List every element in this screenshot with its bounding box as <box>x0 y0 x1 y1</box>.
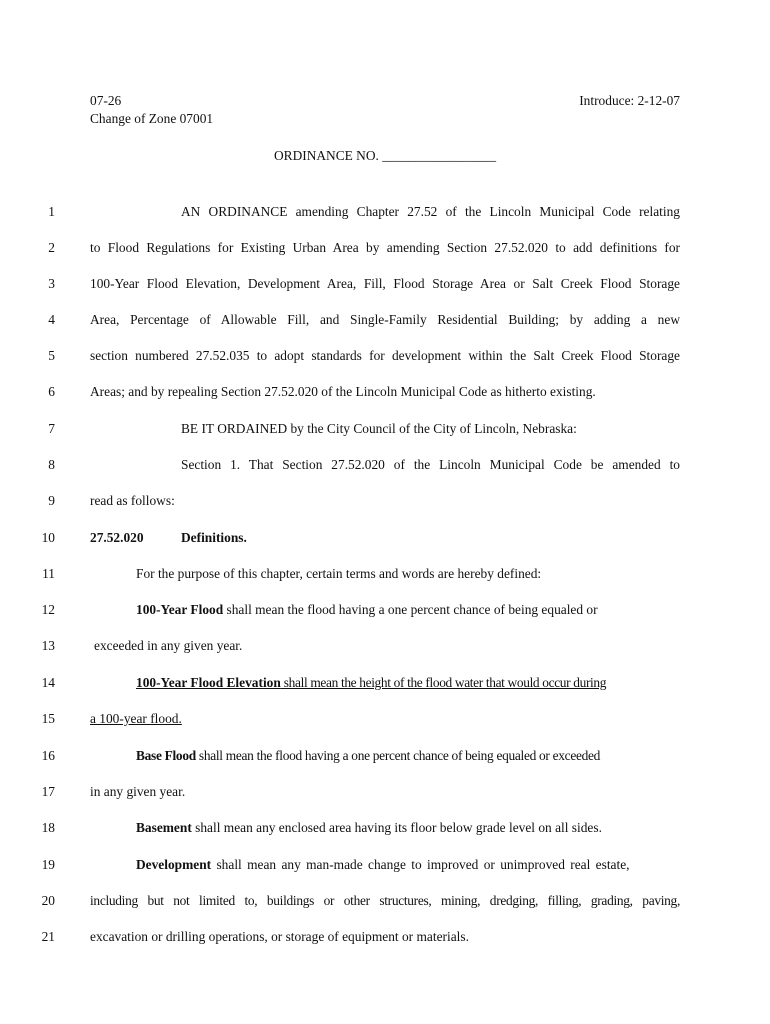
definition-line <box>90 855 680 875</box>
line-number: 19 <box>41 857 55 872</box>
ordinance-line: excavation or drilling operations, or storage of equipment or materials. <box>90 929 469 944</box>
ordinance-line-added: a 100-year flood. <box>90 711 182 726</box>
definition-line <box>90 600 680 620</box>
definition-text: shall mean any man-made change to improved or unimproved real estate, <box>211 857 630 872</box>
ordinance-line: 100-Year Flood Elevation, Development Area, Fill, Flood Storage Area or Salt Creek Flood Storage <box>90 276 680 291</box>
ordinance-code: 07-26 <box>90 93 122 108</box>
ordinance-line: read as follows: <box>90 493 175 508</box>
zone-change: Change of Zone 07001 <box>90 111 214 126</box>
definition-text: shall mean the flood having a one percent chance of being equaled or <box>223 602 598 617</box>
line-number: 4 <box>48 312 55 327</box>
line-number: 12 <box>41 602 55 617</box>
line-number: 7 <box>48 421 55 436</box>
line-number: 5 <box>48 348 55 363</box>
line-number: 8 <box>48 457 55 472</box>
introduced-date: Introduce: 2-12-07 <box>579 93 680 108</box>
ordinance-line: For the purpose of this chapter, certain terms and words are hereby defined: <box>136 566 542 581</box>
line-number: 14 <box>41 675 55 690</box>
ordinance-line: Section 1. That Section 27.52.020 of the Lincoln Municipal Code be amended to <box>181 457 680 472</box>
line-number: 18 <box>41 820 55 835</box>
definition-text: shall mean the height of the flood water that would occur during <box>280 675 607 690</box>
definition-line-added <box>90 673 680 693</box>
ordinance-line: BE IT ORDAINED by the City Council of the City of Lincoln, Nebraska: <box>181 421 577 436</box>
line-number: 9 <box>48 493 55 508</box>
ordinance-line: in any given year. <box>90 784 186 799</box>
line-number: 1 <box>48 204 55 219</box>
ordinance-title: ORDINANCE NO. _________________ <box>273 148 497 163</box>
defined-term: Development <box>136 857 212 872</box>
section-heading <box>90 528 680 548</box>
ordinance-line: Area, Percentage of Allowable Fill, and Single-Family Residential Building; by adding a new <box>90 312 680 327</box>
line-number: 17 <box>41 784 55 799</box>
line-number: 11 <box>42 566 55 581</box>
definition-text: shall mean any enclosed area having its floor below grade level on all sides. <box>191 820 602 835</box>
ordinance-line: exceeded in any given year. <box>94 638 243 653</box>
definition-line <box>90 746 680 766</box>
definition-text: shall mean the flood having a one percent chance of being equaled or exceeded <box>195 748 601 763</box>
definition-line <box>90 818 680 838</box>
section-title: Definitions. <box>181 530 247 545</box>
line-number: 2 <box>48 240 55 255</box>
line-number: 3 <box>48 276 55 291</box>
header-left <box>90 92 213 128</box>
line-number: 13 <box>41 638 55 653</box>
ordinance-line: AN ORDINANCE amending Chapter 27.52 of the Lincoln Municipal Code relating <box>181 204 680 219</box>
line-number: 16 <box>41 748 55 763</box>
defined-term: 100-Year Flood <box>136 602 224 617</box>
line-number: 10 <box>41 530 55 545</box>
ordinance-line: including but not limited to, buildings or other structures, mining, dredging, filling, grading, paving, <box>90 893 680 908</box>
line-number: 20 <box>41 893 55 908</box>
line-number: 21 <box>41 929 55 944</box>
ordinance-line: to Flood Regulations for Existing Urban Area by amending Section 27.52.020 to add definitions for <box>90 240 680 255</box>
line-number: 15 <box>41 711 55 726</box>
defined-term: Base Flood <box>136 748 196 763</box>
defined-term: Basement <box>136 820 192 835</box>
defined-term: 100-Year Flood Elevation <box>136 675 281 690</box>
line-number: 6 <box>48 384 55 399</box>
ordinance-line: section numbered 27.52.035 to adopt standards for development within the Salt Creek Flood Storage <box>90 348 680 363</box>
section-number: 27.52.020 <box>90 530 144 545</box>
ordinance-line: Areas; and by repealing Section 27.52.020 of the Lincoln Municipal Code as hitherto existing. <box>90 384 596 399</box>
